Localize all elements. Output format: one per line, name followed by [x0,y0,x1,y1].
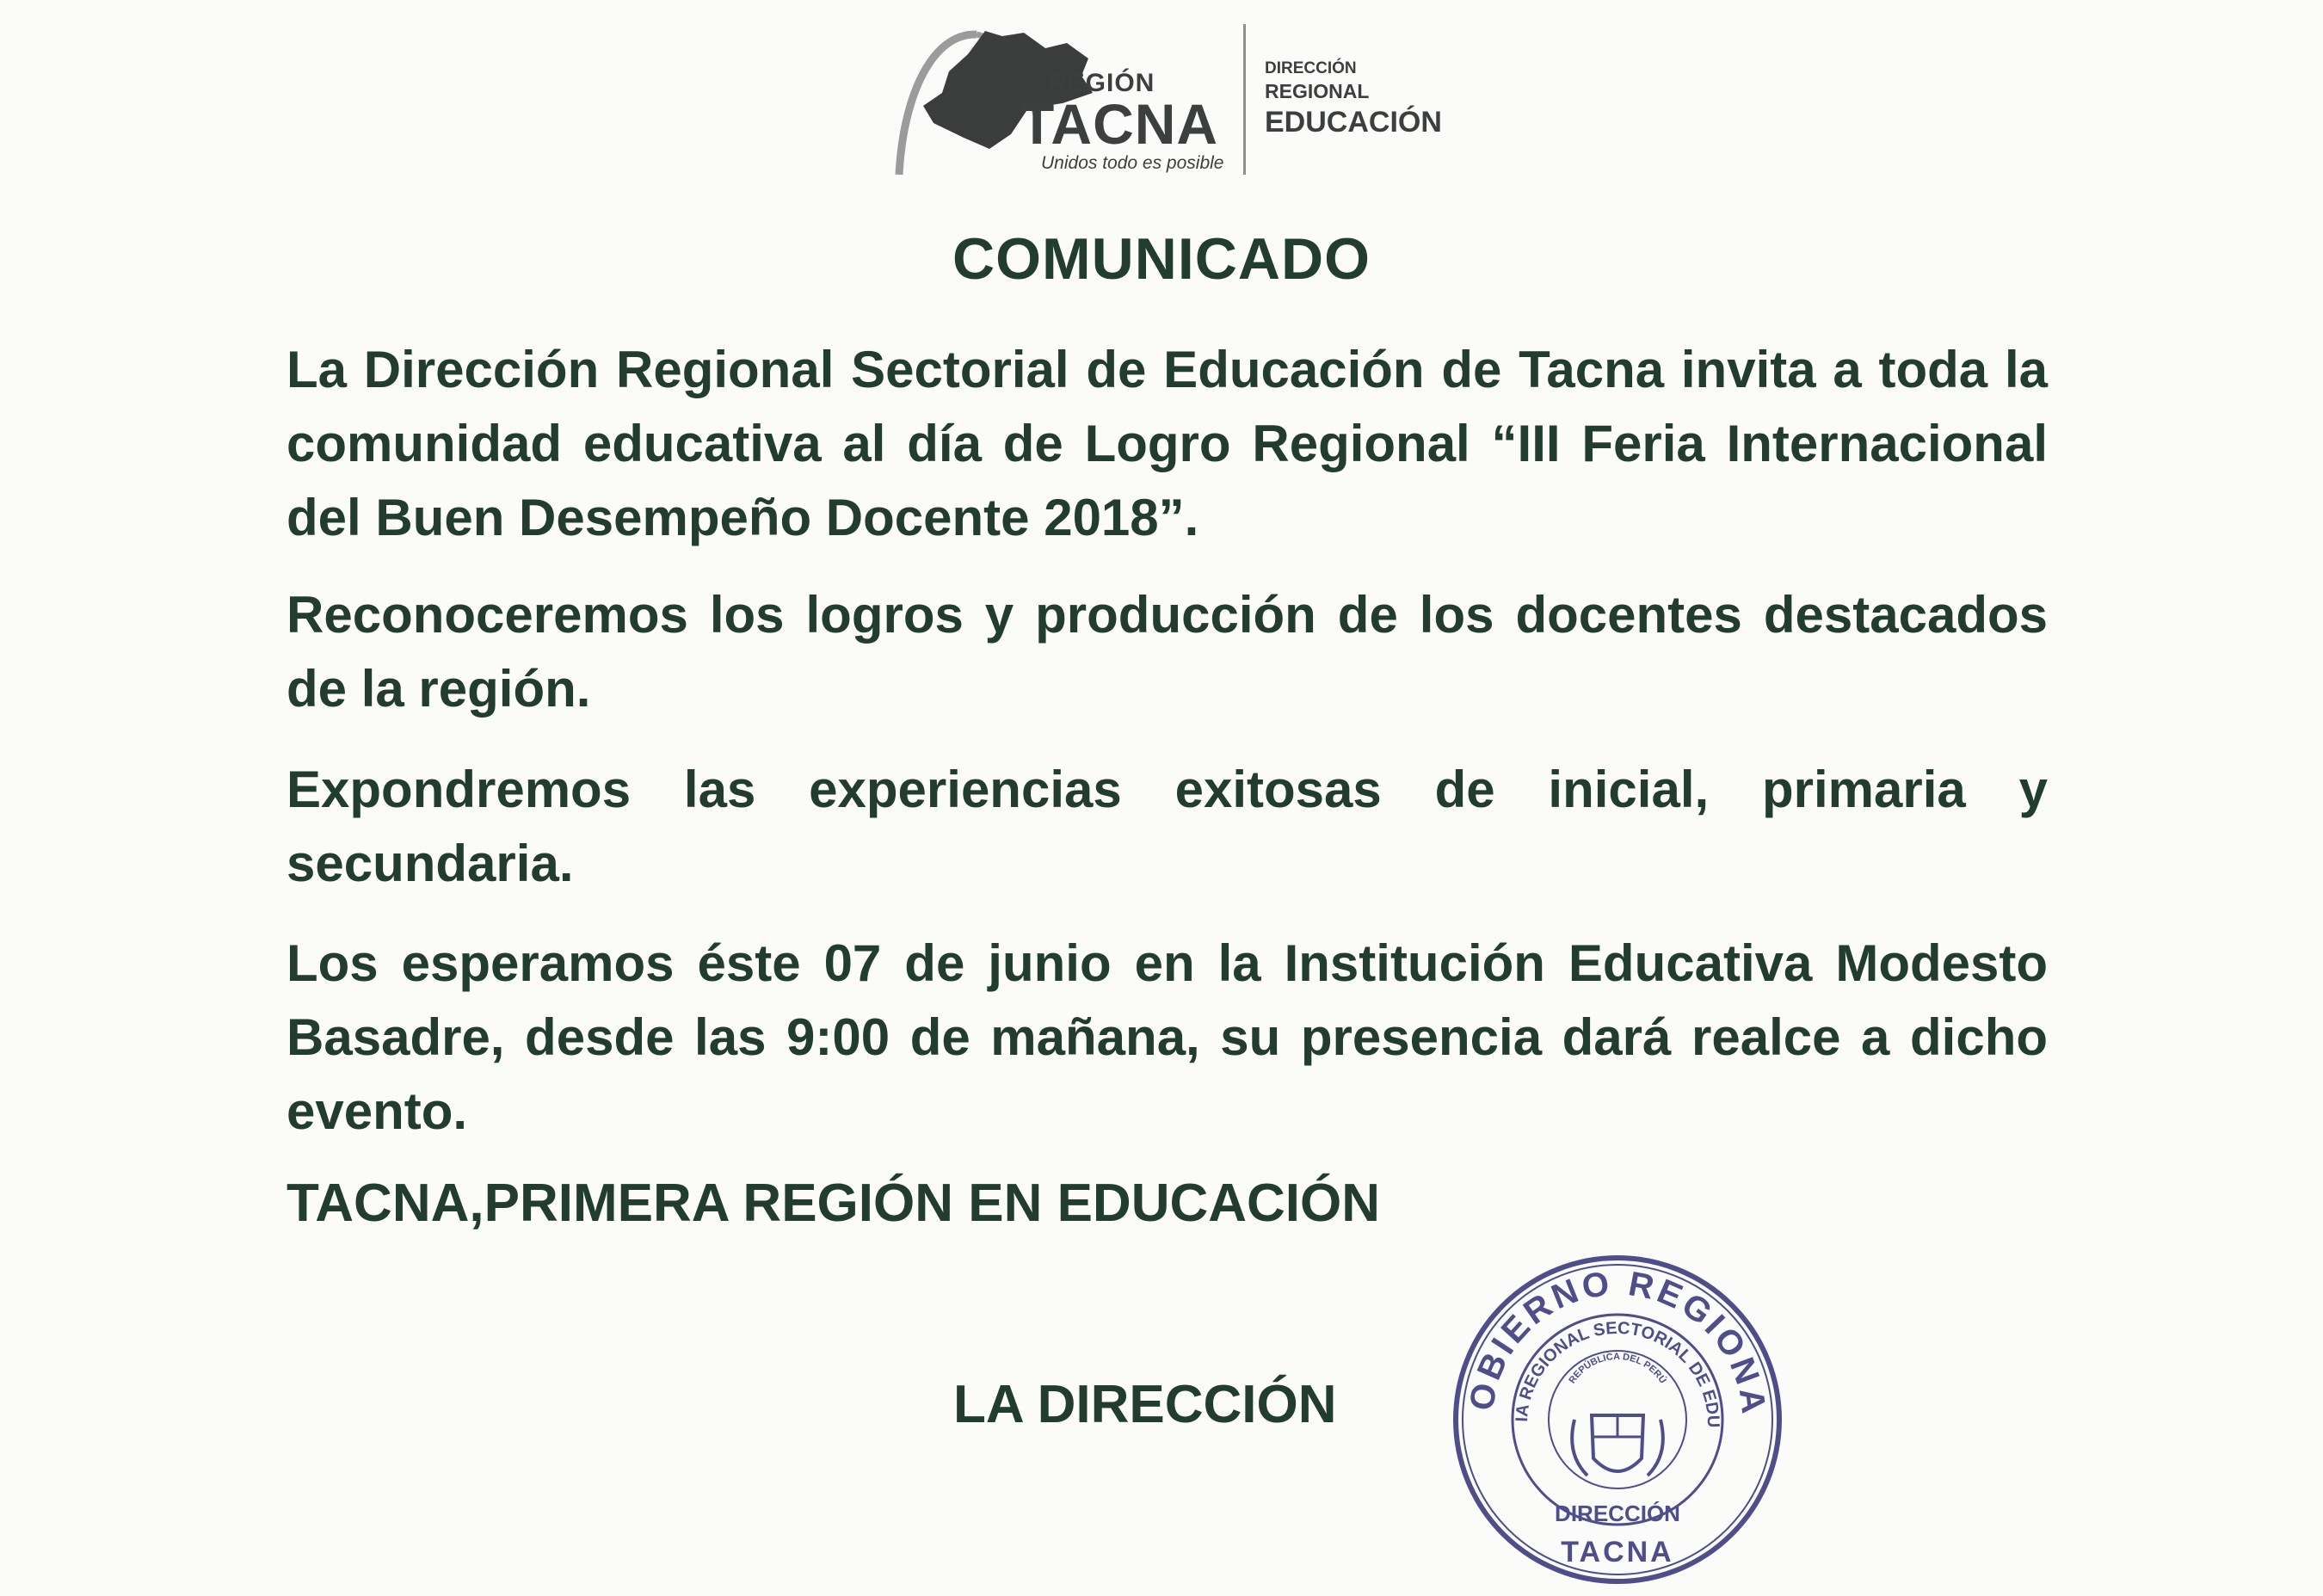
region-tacna-logo [882,24,1450,179]
svg-text:REPÚBLICA DEL PERÚ: REPÚBLICA DEL PERÚ [1567,1351,1668,1386]
dre-line-1: DIRECCIÓN [1265,59,1357,77]
motto: TACNA,PRIMERA REGIÓN EN EDUCACIÓN [287,1174,1381,1233]
document-title: COMUNICADO [952,226,1371,292]
svg-text:GERENCIA REGIONAL SECTORIAL DE: IA REGIONAL SECTORIAL DE EDU [1513,1318,1723,1428]
paragraph-recognition: Reconoceremos los logros y producción de los docentes destacados de la región. [287,586,2048,718]
dre-line-2: REGIONAL [1265,79,1370,102]
dre-line-3: EDUCACIÓN [1265,105,1442,139]
logo-divider [1243,24,1246,175]
paragraph-invitation: La Dirección Regional Sectorial de Educación de Tacna invita a toda la comunidad educativa al día de Logro Regional “III Feria Internacional del Buen Desempeño Docente 2018”. [287,341,2048,546]
paragraph-exhibition: Expondremos las experiencias exitosas de inicial, primaria y secundaria. [287,761,2048,892]
svg-text:TACNA: TACNA [1561,1536,1674,1568]
signature-line: LA DIRECCIÓN [953,1375,1337,1434]
paragraph-event-details: Los esperamos éste 07 de junio en la Institución Educativa Modesto Basadre, desde las 9:00 de mañana, su presencia dará realce a dicho evento. [287,934,2048,1140]
logo-tagline: Unidos todo es posible [1041,153,1224,173]
svg-text:DIRECCIÓN: DIRECCIÓN [1555,1500,1680,1526]
logo-tacna-label: TACNA [1020,92,1219,156]
official-seal-stamp [1445,1248,1790,1592]
svg-text:GOBIERNO REGIONAL: OBIERNO REGIONA [1462,1264,1773,1420]
dre-wordmark [1265,59,1442,140]
seal-icon [1445,1248,1790,1592]
logo-region-label: REGIÓN [1048,69,1155,97]
